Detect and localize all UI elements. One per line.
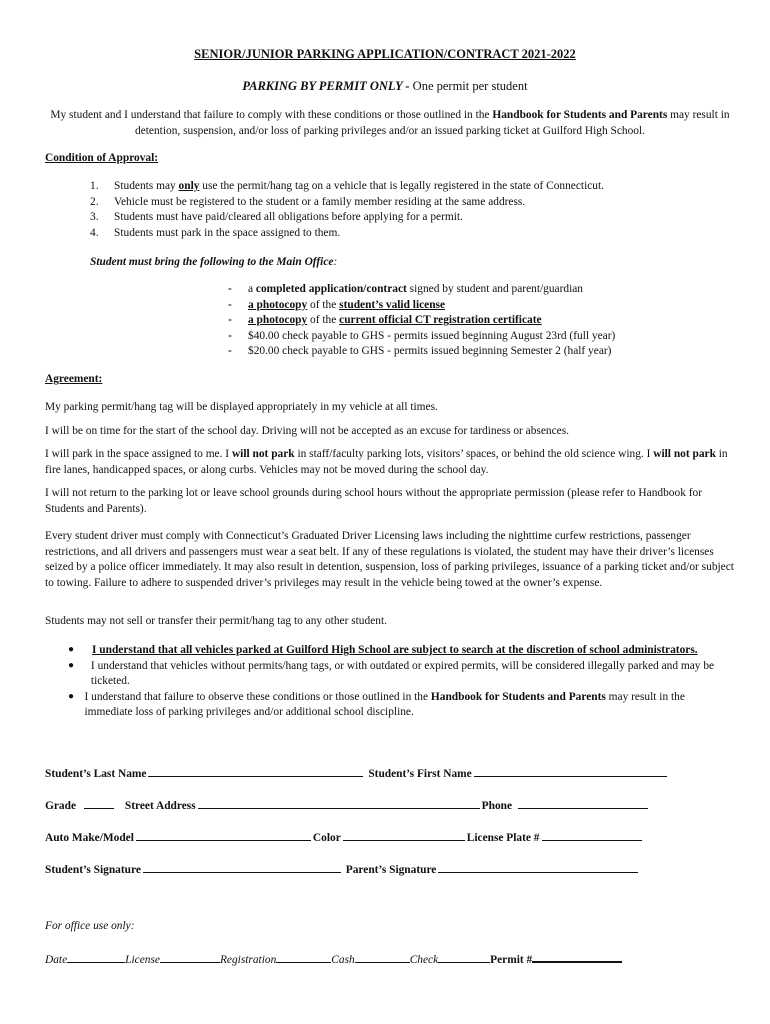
form-row-signatures xyxy=(45,860,725,879)
subtitle-emphasis: PARKING BY PERMIT ONLY - xyxy=(242,79,410,93)
office-check-label: Check xyxy=(409,954,439,966)
condition-item xyxy=(90,179,710,195)
dash-marker: - xyxy=(228,329,232,342)
office-permit-field[interactable] xyxy=(532,949,622,963)
office-check-field[interactable] xyxy=(438,950,490,963)
auto-model-label: Auto Make/Model xyxy=(45,832,134,844)
agreement-paragraph-4: I will not return to the parking lot or leave school grounds during school hours without the appropriate permission (please refer to Handbook for Students and Parents). xyxy=(45,487,703,515)
intro-text-2: may result in detention, suspension, and/or loss of parking privileges and/or an issued parking ticket at Guilford High School. xyxy=(135,109,730,137)
agreement-paragraph-1: My parking permit/hang tag will be displayed appropriately in my vehicle at all times. xyxy=(45,401,438,413)
parent-signature-field[interactable] xyxy=(438,860,638,873)
form-row-vehicle xyxy=(45,828,725,847)
office-license-field[interactable] xyxy=(160,950,220,963)
street-address-field[interactable] xyxy=(198,796,480,809)
office-cash-field[interactable] xyxy=(355,950,410,963)
dash-marker: - xyxy=(228,298,232,311)
bring-item xyxy=(228,282,708,298)
first-name-field[interactable] xyxy=(474,764,667,777)
condition-emphasis: only xyxy=(178,180,200,192)
p3-text-c: in staff/faculty parking lots, visitors’ spaces, or behind the old science wing. I xyxy=(294,448,654,460)
license-plate-label: License Plate # xyxy=(466,832,540,844)
bullet-text: I understand that failure to observe these conditions or those outlined in the xyxy=(84,690,431,703)
bullet-item xyxy=(66,659,726,690)
last-name-label: Student’s Last Name xyxy=(45,768,147,780)
condition-item xyxy=(90,226,710,242)
bring-heading-text: Student must bring the following to the Main Office xyxy=(90,256,334,268)
office-registration-label: Registration xyxy=(219,954,277,966)
p3-emphasis-1: will not park xyxy=(231,448,295,460)
bring-emphasis: a photocopy xyxy=(248,314,308,326)
document-subtitle xyxy=(0,78,770,95)
bullet-text: I understand that vehicles without permits/hang tags, or with outdated or expired permits, will be considered illegally parked and may be ticketed. xyxy=(90,659,715,687)
bring-item xyxy=(228,344,708,360)
intro-handbook: Handbook for Students and Parents xyxy=(492,109,668,121)
agreement-paragraph-6: Students may not sell or transfer their permit/hang tag to any other student. xyxy=(45,615,387,627)
office-date-label: Date xyxy=(45,954,68,966)
office-cash-label: Cash xyxy=(331,954,355,966)
bring-emphasis: a photocopy xyxy=(248,298,308,311)
bring-emphasis-2: current official CT registration certificate xyxy=(339,314,542,326)
condition-item xyxy=(90,210,710,226)
bullet-text: I understand that all vehicles parked at Guilford High School are subject to search at the discretion of school administrators. xyxy=(92,644,698,656)
bring-text: a xyxy=(248,283,256,295)
office-use-heading: For office use only: xyxy=(45,920,135,932)
dash-marker: - xyxy=(228,283,232,295)
office-registration-field[interactable] xyxy=(276,950,331,963)
student-signature-label: Student’s Signature xyxy=(45,864,141,876)
condition-text: Students may xyxy=(114,180,179,192)
dash-marker: - xyxy=(228,345,232,357)
agreement-paragraph-3 xyxy=(45,447,735,478)
phone-field[interactable] xyxy=(518,796,648,809)
bullet-text-post: may result in the immediate loss of parking privileges and/or additional school discipline. xyxy=(84,690,685,718)
grade-label: Grade xyxy=(45,800,77,812)
agreement-bullets xyxy=(66,643,726,721)
bring-text-mid: signed by student and parent/guardian xyxy=(406,283,584,295)
street-address-label: Street Address xyxy=(124,800,196,812)
bullet-icon: ● xyxy=(68,644,75,655)
bring-text: $40.00 check payable to GHS - permits issued beginning August 23rd (full year) xyxy=(248,329,616,342)
p3-text-a: I will park in the space assigned to me. I xyxy=(45,448,232,460)
condition-text: Vehicle must be registered to the student or a family member residing at the same address. xyxy=(114,195,526,208)
p3-emphasis-2: will not park xyxy=(653,448,716,460)
bring-heading-colon: : xyxy=(333,256,338,268)
bring-emphasis: completed application/contract xyxy=(255,283,407,295)
condition-number: 2. xyxy=(90,195,99,208)
office-license-label: License xyxy=(125,954,160,966)
bring-text-mid: of the xyxy=(307,314,340,326)
conditions-list xyxy=(90,179,710,241)
parent-signature-label: Parent’s Signature xyxy=(345,864,437,876)
bring-text: $20.00 check payable to GHS - permits issued beginning Semester 2 (half year) xyxy=(248,345,612,357)
condition-number: 4. xyxy=(90,226,99,239)
conditions-heading: Condition of Approval: xyxy=(45,152,159,164)
last-name-field[interactable] xyxy=(148,764,363,777)
grade-field[interactable] xyxy=(84,796,114,809)
bring-item xyxy=(228,298,708,314)
first-name-label: Student’s First Name xyxy=(368,768,472,780)
document-title: SENIOR/JUNIOR PARKING APPLICATION/CONTRACT 2021-2022 xyxy=(194,47,576,61)
form-row-address xyxy=(45,796,725,815)
student-signature-field[interactable] xyxy=(143,860,341,873)
office-permit-label: Permit # xyxy=(490,954,533,966)
auto-model-field[interactable] xyxy=(136,828,311,841)
phone-label: Phone xyxy=(481,800,513,812)
condition-text-post: use the permit/hang tag on a vehicle that is legally registered in the state of Connecticut. xyxy=(199,180,604,192)
condition-text: Students must have paid/cleared all obligations before applying for a permit. xyxy=(114,211,463,223)
bullet-item xyxy=(66,690,726,721)
office-use-row xyxy=(45,949,622,969)
p3-text-e: in fire lanes, handicapped spaces, or along curbs. Vehicles may not be moved during the school day. xyxy=(45,448,728,476)
license-plate-field[interactable] xyxy=(542,828,642,841)
bring-item xyxy=(228,313,708,329)
bullet-icon: ● xyxy=(68,659,75,671)
agreement-paragraph-5: Every student driver must comply with Connecticut’s Graduated Driver Licensing laws including the nighttime curfew restrictions, passenger restrictions, and all drivers and passengers must wear a seat belt. If any of these regulations is violated, the student may have their driver’s licenses seized by a police officer immediately. It may also result in detention, suspension, loss of parking privileges, issuance of a parking ticket and/or subject to towing. Failure to adhere to suspended driver’s privileges may result in the vehicle being towed at the owner’s expense. xyxy=(45,530,734,589)
condition-number: 1. xyxy=(90,180,99,192)
intro-text-1: My student and I understand that failure to comply with these conditions or those outlined in the xyxy=(50,109,493,121)
bullet-item xyxy=(66,643,726,659)
bring-text-mid: of the xyxy=(307,298,340,311)
agreement-heading: Agreement: xyxy=(45,373,103,385)
bullet-handbook: Handbook for Students and Parents xyxy=(430,690,606,703)
condition-item xyxy=(90,195,710,211)
subtitle-rest: One permit per student xyxy=(409,79,528,93)
office-date-field[interactable] xyxy=(67,950,125,963)
bullet-icon: ● xyxy=(68,690,75,702)
form-row-names xyxy=(45,764,725,783)
color-label: Color xyxy=(312,832,341,844)
color-field[interactable] xyxy=(343,828,465,841)
dash-marker: - xyxy=(228,314,232,326)
bring-item xyxy=(228,329,708,345)
agreement-paragraph-2: I will be on time for the start of the school day. Driving will not be accepted as an excuse for tardiness or absences. xyxy=(45,425,570,437)
condition-text: Students must park in the space assigned to them. xyxy=(114,226,341,239)
bring-list xyxy=(228,282,708,360)
bring-emphasis-2: student’s valid license xyxy=(339,298,446,311)
bring-heading xyxy=(90,255,337,271)
intro-paragraph xyxy=(45,108,735,139)
condition-number: 3. xyxy=(90,211,99,223)
